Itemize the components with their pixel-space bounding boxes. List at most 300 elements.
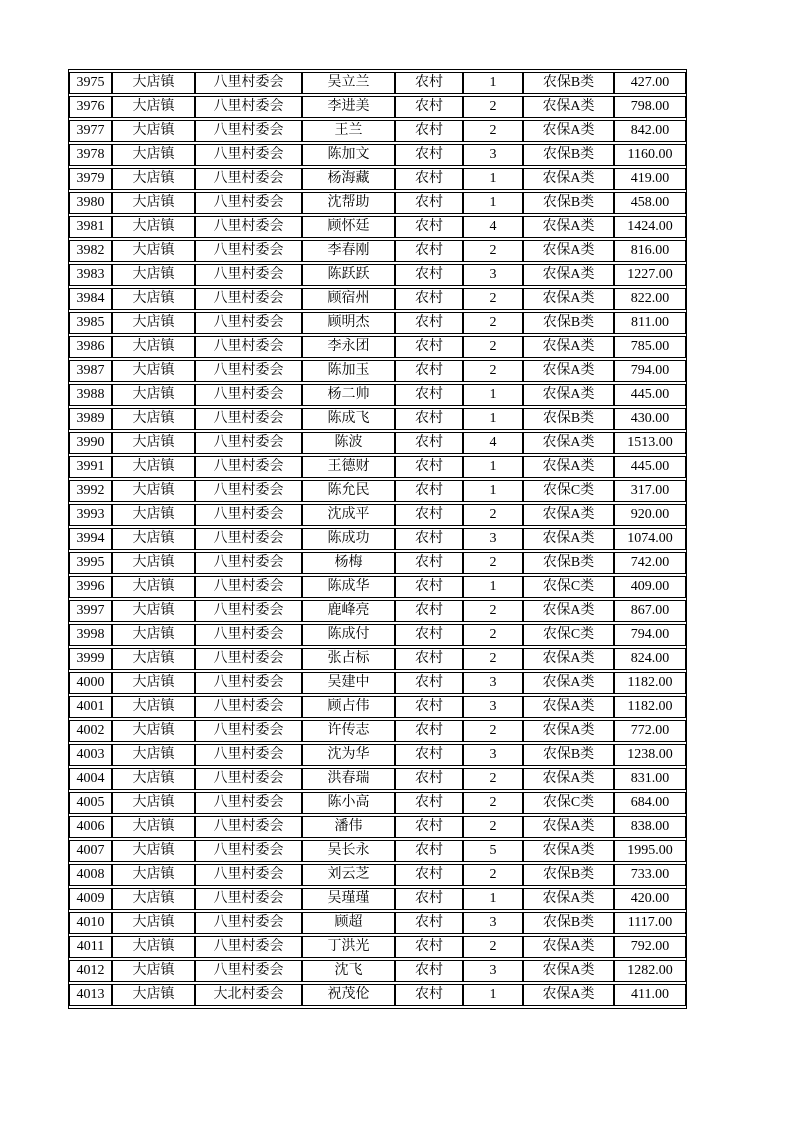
cell-serial-number: 3984 [69,288,112,310]
table-row [69,96,686,118]
cell-person-name: 杨梅 [302,552,395,574]
cell-person-name: 顾明杰 [302,312,395,334]
cell-town: 大店镇 [112,912,195,934]
table-row [69,120,686,142]
cell-person-name: 王兰 [302,120,395,142]
table-row [69,480,686,502]
cell-town: 大店镇 [112,840,195,862]
cell-residence-category: 农村 [395,504,463,526]
cell-town: 大店镇 [112,768,195,790]
cell-insurance-class: 农保A类 [523,240,614,262]
cell-village-committee: 八里村委会 [195,600,302,622]
cell-serial-number: 3987 [69,360,112,382]
cell-amount: 794.00 [614,624,686,646]
cell-insurance-class: 农保A类 [523,456,614,478]
cell-person-count: 5 [463,840,523,862]
cell-amount: 1074.00 [614,528,686,550]
cell-serial-number: 3993 [69,504,112,526]
cell-village-committee: 八里村委会 [195,432,302,454]
cell-person-count: 1 [463,384,523,406]
cell-person-name: 李永团 [302,336,395,358]
cell-serial-number: 3992 [69,480,112,502]
cell-residence-category: 农村 [395,600,463,622]
cell-insurance-class: 农保A类 [523,888,614,910]
cell-village-committee: 八里村委会 [195,672,302,694]
cell-residence-category: 农村 [395,648,463,670]
cell-village-committee: 八里村委会 [195,240,302,262]
cell-village-committee: 八里村委会 [195,264,302,286]
cell-town: 大店镇 [112,624,195,646]
table-row [69,432,686,454]
cell-residence-category: 农村 [395,816,463,838]
cell-insurance-class: 农保A类 [523,528,614,550]
cell-person-count: 2 [463,96,523,118]
cell-serial-number: 4012 [69,960,112,982]
cell-serial-number: 3991 [69,456,112,478]
cell-amount: 419.00 [614,168,686,190]
cell-serial-number: 4001 [69,696,112,718]
cell-village-committee: 八里村委会 [195,648,302,670]
cell-person-count: 1 [463,888,523,910]
cell-village-committee: 八里村委会 [195,288,302,310]
cell-serial-number: 3990 [69,432,112,454]
cell-residence-category: 农村 [395,408,463,430]
cell-serial-number: 4004 [69,768,112,790]
cell-insurance-class: 农保A类 [523,816,614,838]
table-body [69,72,686,1006]
table-row [69,408,686,430]
cell-person-name: 李春刚 [302,240,395,262]
cell-insurance-class: 农保A类 [523,648,614,670]
table-row [69,72,686,94]
cell-person-count: 2 [463,600,523,622]
cell-town: 大店镇 [112,336,195,358]
cell-person-name: 洪春瑞 [302,768,395,790]
cell-amount: 867.00 [614,600,686,622]
cell-person-name: 吴立兰 [302,72,395,94]
cell-amount: 838.00 [614,816,686,838]
table-row [69,624,686,646]
cell-village-committee: 八里村委会 [195,360,302,382]
cell-serial-number: 3988 [69,384,112,406]
cell-serial-number: 3997 [69,600,112,622]
cell-village-committee: 八里村委会 [195,768,302,790]
cell-residence-category: 农村 [395,216,463,238]
cell-town: 大店镇 [112,360,195,382]
cell-person-name: 顾怀廷 [302,216,395,238]
cell-residence-category: 农村 [395,888,463,910]
cell-person-name: 李进美 [302,96,395,118]
table-row [69,984,686,1006]
cell-person-count: 3 [463,144,523,166]
cell-village-committee: 八里村委会 [195,528,302,550]
cell-person-count: 3 [463,912,523,934]
cell-town: 大店镇 [112,960,195,982]
cell-serial-number: 3996 [69,576,112,598]
cell-amount: 1995.00 [614,840,686,862]
cell-person-name: 沈成平 [302,504,395,526]
cell-town: 大店镇 [112,240,195,262]
cell-amount: 798.00 [614,96,686,118]
cell-person-count: 2 [463,552,523,574]
cell-insurance-class: 农保A类 [523,504,614,526]
cell-serial-number: 3976 [69,96,112,118]
cell-person-count: 1 [463,408,523,430]
cell-amount: 785.00 [614,336,686,358]
cell-residence-category: 农村 [395,696,463,718]
table-row [69,384,686,406]
cell-insurance-class: 农保A类 [523,720,614,742]
table-row [69,936,686,958]
cell-insurance-class: 农保A类 [523,672,614,694]
cell-village-committee: 八里村委会 [195,384,302,406]
cell-person-count: 2 [463,336,523,358]
table-row [69,720,686,742]
cell-insurance-class: 农保A类 [523,600,614,622]
cell-person-count: 2 [463,504,523,526]
cell-insurance-class: 农保B类 [523,408,614,430]
cell-village-committee: 八里村委会 [195,216,302,238]
cell-residence-category: 农村 [395,528,463,550]
cell-town: 大店镇 [112,672,195,694]
cell-person-name: 陈允民 [302,480,395,502]
cell-town: 大店镇 [112,984,195,1006]
table-row [69,264,686,286]
cell-person-count: 2 [463,936,523,958]
table-row [69,576,686,598]
cell-insurance-class: 农保A类 [523,768,614,790]
cell-person-count: 1 [463,192,523,214]
cell-residence-category: 农村 [395,864,463,886]
cell-person-name: 王德财 [302,456,395,478]
cell-amount: 411.00 [614,984,686,1006]
cell-town: 大店镇 [112,408,195,430]
cell-person-name: 张占标 [302,648,395,670]
cell-person-name: 吴建中 [302,672,395,694]
cell-insurance-class: 农保B类 [523,144,614,166]
cell-person-name: 许传志 [302,720,395,742]
table-row [69,600,686,622]
cell-amount: 822.00 [614,288,686,310]
cell-person-count: 1 [463,456,523,478]
cell-town: 大店镇 [112,168,195,190]
table-row [69,216,686,238]
cell-person-count: 1 [463,984,523,1006]
cell-serial-number: 3982 [69,240,112,262]
cell-residence-category: 农村 [395,432,463,454]
cell-person-count: 3 [463,264,523,286]
cell-person-count: 3 [463,960,523,982]
cell-amount: 1182.00 [614,696,686,718]
cell-person-name: 吴瑾瑾 [302,888,395,910]
cell-residence-category: 农村 [395,984,463,1006]
cell-town: 大店镇 [112,792,195,814]
cell-village-committee: 八里村委会 [195,912,302,934]
cell-village-committee: 八里村委会 [195,72,302,94]
cell-residence-category: 农村 [395,120,463,142]
cell-village-committee: 八里村委会 [195,960,302,982]
cell-village-committee: 八里村委会 [195,864,302,886]
cell-residence-category: 农村 [395,576,463,598]
cell-town: 大店镇 [112,384,195,406]
cell-insurance-class: 农保A类 [523,984,614,1006]
cell-town: 大店镇 [112,888,195,910]
cell-person-count: 3 [463,672,523,694]
cell-amount: 445.00 [614,384,686,406]
cell-amount: 427.00 [614,72,686,94]
cell-amount: 1424.00 [614,216,686,238]
table-row [69,360,686,382]
table-row [69,504,686,526]
cell-village-committee: 八里村委会 [195,792,302,814]
cell-person-count: 2 [463,792,523,814]
cell-insurance-class: 农保C类 [523,576,614,598]
cell-insurance-class: 农保B类 [523,552,614,574]
table-row [69,672,686,694]
cell-serial-number: 3995 [69,552,112,574]
cell-person-count: 2 [463,768,523,790]
cell-serial-number: 4005 [69,792,112,814]
cell-residence-category: 农村 [395,480,463,502]
cell-residence-category: 农村 [395,240,463,262]
cell-person-count: 3 [463,744,523,766]
cell-insurance-class: 农保A类 [523,120,614,142]
cell-person-count: 2 [463,864,523,886]
cell-serial-number: 4008 [69,864,112,886]
cell-village-committee: 八里村委会 [195,936,302,958]
cell-amount: 842.00 [614,120,686,142]
cell-serial-number: 3983 [69,264,112,286]
cell-village-committee: 八里村委会 [195,96,302,118]
cell-village-committee: 八里村委会 [195,168,302,190]
table-row [69,768,686,790]
cell-person-name: 陈成华 [302,576,395,598]
cell-town: 大店镇 [112,816,195,838]
table-row [69,528,686,550]
table-row [69,792,686,814]
cell-insurance-class: 农保B类 [523,864,614,886]
cell-village-committee: 八里村委会 [195,576,302,598]
cell-person-count: 2 [463,624,523,646]
cell-residence-category: 农村 [395,96,463,118]
table-row [69,888,686,910]
cell-residence-category: 农村 [395,72,463,94]
cell-serial-number: 3999 [69,648,112,670]
cell-person-name: 顾占伟 [302,696,395,718]
cell-town: 大店镇 [112,600,195,622]
cell-amount: 816.00 [614,240,686,262]
cell-village-committee: 八里村委会 [195,624,302,646]
cell-insurance-class: 农保A类 [523,288,614,310]
cell-village-committee: 八里村委会 [195,504,302,526]
cell-insurance-class: 农保C类 [523,480,614,502]
cell-town: 大店镇 [112,744,195,766]
cell-residence-category: 农村 [395,312,463,334]
cell-amount: 831.00 [614,768,686,790]
cell-person-count: 2 [463,288,523,310]
cell-insurance-class: 农保A类 [523,936,614,958]
cell-amount: 792.00 [614,936,686,958]
cell-village-committee: 八里村委会 [195,696,302,718]
cell-serial-number: 3978 [69,144,112,166]
cell-residence-category: 农村 [395,792,463,814]
table-row [69,840,686,862]
cell-residence-category: 农村 [395,360,463,382]
cell-person-name: 祝茂伦 [302,984,395,1006]
cell-town: 大店镇 [112,120,195,142]
cell-serial-number: 3975 [69,72,112,94]
cell-person-count: 2 [463,720,523,742]
cell-serial-number: 4009 [69,888,112,910]
table-row [69,696,686,718]
cell-amount: 1227.00 [614,264,686,286]
cell-person-name: 陈成功 [302,528,395,550]
cell-person-count: 4 [463,432,523,454]
cell-town: 大店镇 [112,648,195,670]
table-row [69,336,686,358]
cell-insurance-class: 农保A类 [523,96,614,118]
cell-residence-category: 农村 [395,744,463,766]
benefits-table [68,69,687,1009]
cell-village-committee: 八里村委会 [195,144,302,166]
cell-person-count: 3 [463,696,523,718]
cell-person-count: 2 [463,120,523,142]
table-row [69,864,686,886]
cell-serial-number: 3981 [69,216,112,238]
table-row [69,168,686,190]
cell-insurance-class: 农保A类 [523,216,614,238]
cell-residence-category: 农村 [395,264,463,286]
cell-town: 大店镇 [112,288,195,310]
cell-serial-number: 4013 [69,984,112,1006]
table-row [69,456,686,478]
cell-village-committee: 八里村委会 [195,192,302,214]
cell-town: 大店镇 [112,192,195,214]
cell-residence-category: 农村 [395,672,463,694]
cell-residence-category: 农村 [395,912,463,934]
cell-serial-number: 4002 [69,720,112,742]
cell-person-name: 陈成付 [302,624,395,646]
cell-serial-number: 3977 [69,120,112,142]
cell-residence-category: 农村 [395,720,463,742]
cell-residence-category: 农村 [395,624,463,646]
cell-insurance-class: 农保B类 [523,744,614,766]
cell-amount: 1513.00 [614,432,686,454]
cell-town: 大店镇 [112,696,195,718]
cell-amount: 409.00 [614,576,686,598]
cell-residence-category: 农村 [395,192,463,214]
cell-town: 大店镇 [112,576,195,598]
cell-town: 大店镇 [112,720,195,742]
cell-serial-number: 4010 [69,912,112,934]
cell-person-name: 陈成飞 [302,408,395,430]
cell-person-name: 杨二帅 [302,384,395,406]
cell-person-count: 1 [463,168,523,190]
cell-town: 大店镇 [112,504,195,526]
table-row [69,744,686,766]
cell-residence-category: 农村 [395,144,463,166]
table-row [69,240,686,262]
cell-insurance-class: 农保A类 [523,264,614,286]
table-row [69,648,686,670]
cell-residence-category: 农村 [395,960,463,982]
cell-town: 大店镇 [112,312,195,334]
table-row [69,312,686,334]
cell-residence-category: 农村 [395,336,463,358]
cell-insurance-class: 农保A类 [523,840,614,862]
table-row [69,912,686,934]
cell-person-name: 潘伟 [302,816,395,838]
cell-person-count: 3 [463,528,523,550]
cell-person-name: 顾宿州 [302,288,395,310]
table-row [69,816,686,838]
cell-serial-number: 4003 [69,744,112,766]
cell-village-committee: 大北村委会 [195,984,302,1006]
cell-insurance-class: 农保C类 [523,624,614,646]
cell-person-count: 4 [463,216,523,238]
cell-person-name: 沈帮助 [302,192,395,214]
cell-residence-category: 农村 [395,168,463,190]
cell-person-name: 顾超 [302,912,395,934]
cell-village-committee: 八里村委会 [195,312,302,334]
cell-town: 大店镇 [112,528,195,550]
table-row [69,144,686,166]
cell-residence-category: 农村 [395,936,463,958]
cell-person-count: 2 [463,816,523,838]
cell-person-count: 1 [463,72,523,94]
cell-person-count: 1 [463,576,523,598]
cell-amount: 794.00 [614,360,686,382]
cell-village-committee: 八里村委会 [195,120,302,142]
cell-village-committee: 八里村委会 [195,840,302,862]
cell-person-name: 陈跃跃 [302,264,395,286]
cell-person-count: 1 [463,480,523,502]
cell-serial-number: 3979 [69,168,112,190]
cell-amount: 1282.00 [614,960,686,982]
cell-residence-category: 农村 [395,840,463,862]
cell-person-count: 2 [463,360,523,382]
table-row [69,552,686,574]
cell-insurance-class: 农保B类 [523,192,614,214]
cell-insurance-class: 农保A类 [523,336,614,358]
cell-insurance-class: 农保B类 [523,312,614,334]
cell-person-name: 杨海藏 [302,168,395,190]
cell-insurance-class: 农保A类 [523,432,614,454]
cell-insurance-class: 农保A类 [523,384,614,406]
cell-village-committee: 八里村委会 [195,888,302,910]
cell-amount: 1117.00 [614,912,686,934]
cell-serial-number: 3989 [69,408,112,430]
table-row [69,288,686,310]
cell-town: 大店镇 [112,144,195,166]
cell-town: 大店镇 [112,264,195,286]
cell-amount: 317.00 [614,480,686,502]
cell-person-name: 沈为华 [302,744,395,766]
cell-serial-number: 4007 [69,840,112,862]
table-row [69,960,686,982]
cell-person-name: 沈飞 [302,960,395,982]
cell-amount: 811.00 [614,312,686,334]
cell-person-name: 陈波 [302,432,395,454]
cell-amount: 684.00 [614,792,686,814]
cell-serial-number: 3980 [69,192,112,214]
cell-serial-number: 4006 [69,816,112,838]
cell-serial-number: 3998 [69,624,112,646]
cell-town: 大店镇 [112,480,195,502]
cell-town: 大店镇 [112,96,195,118]
cell-amount: 1238.00 [614,744,686,766]
cell-town: 大店镇 [112,936,195,958]
